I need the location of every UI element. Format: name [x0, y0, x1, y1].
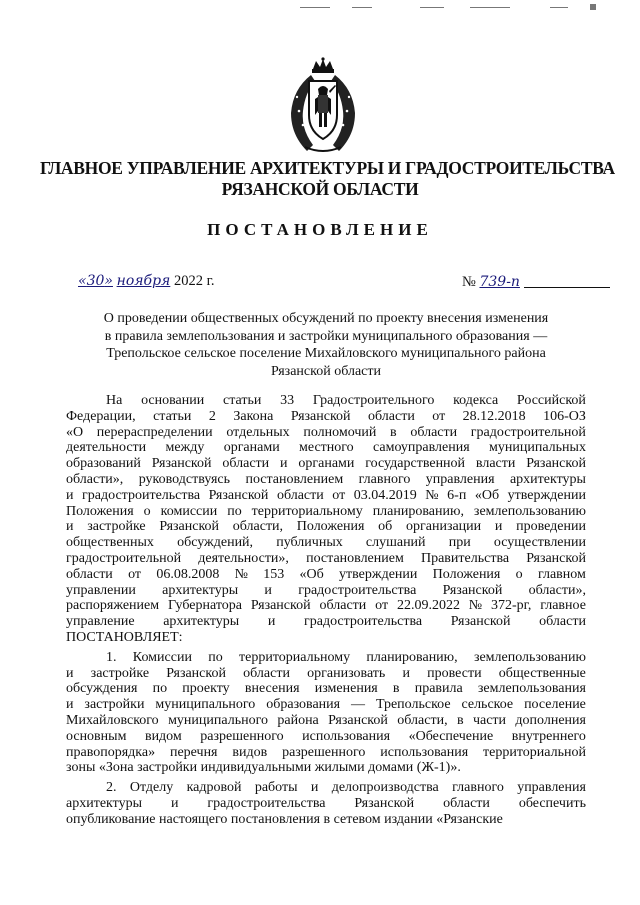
word: Рязанской: [354, 795, 415, 811]
word: статьи: [223, 393, 262, 408]
paragraph-gap: [66, 828, 586, 832]
word: области: [243, 665, 290, 681]
word: части: [472, 712, 507, 728]
word: 03.04.2019: [353, 487, 417, 503]
word: правопорядка»: [66, 744, 156, 760]
word: архитектуры: [66, 795, 142, 811]
word: утверждении: [507, 487, 586, 503]
word: слушаний: [365, 535, 426, 551]
word: от: [128, 566, 142, 582]
word: отдельных: [226, 424, 290, 440]
word: территориальному: [251, 503, 363, 519]
document-number: [462, 273, 610, 291]
scan-artifacts: [300, 0, 620, 12]
word: о: [515, 566, 523, 582]
word: главного: [358, 471, 411, 487]
word: архитектуры: [509, 471, 586, 487]
paragraph-line: [66, 650, 586, 666]
word: 2: [208, 408, 216, 424]
word: обеспечить: [518, 795, 586, 811]
word: видов: [232, 744, 268, 760]
paragraph-line: [66, 393, 586, 409]
word: управлении: [66, 582, 136, 598]
word: проведении: [516, 519, 586, 535]
word: застройке: [90, 665, 150, 681]
word: «Об: [474, 487, 500, 503]
word: о: [143, 503, 151, 519]
word: Отделу: [129, 780, 174, 796]
word: органами: [223, 440, 280, 456]
word: обсуждений,: [177, 535, 254, 551]
paragraph-line: зоны «Зона застройки индивидуальными жилыми домами (Ж-1)».: [66, 760, 461, 776]
word: 1.: [106, 649, 117, 665]
word: области: [410, 424, 458, 440]
word: градостроительства: [304, 614, 423, 630]
word: 153: [263, 566, 285, 582]
word: постановлением: [306, 550, 404, 566]
word: правила: [414, 681, 463, 697]
word: Рязанской: [159, 519, 220, 535]
agency-name-line-1: ГЛАВНОЕ УПРАВЛЕНИЕ АРХИТЕКТУРЫ И ГРАДОСТРОИТЕЛЬСТВА: [40, 158, 615, 178]
number-prefix: №: [462, 274, 476, 290]
paragraph-line: [66, 472, 586, 488]
word: землепользованию: [473, 649, 586, 665]
word: перераспределении: [96, 424, 213, 440]
word: кодекса: [453, 393, 499, 408]
word: деятельности: [66, 440, 147, 456]
word: На: [106, 393, 123, 408]
number-underline: [524, 273, 610, 288]
word: Рязанской: [208, 487, 269, 503]
word: области»,: [66, 471, 124, 487]
word: и: [264, 582, 272, 598]
word: муниципального: [168, 712, 268, 728]
paragraph-line: [66, 666, 586, 682]
word: государственной: [365, 456, 466, 472]
date-year: 2022 г.: [173, 273, 215, 289]
paragraph-line: [66, 780, 586, 796]
word: области: [66, 566, 113, 582]
word: области: [443, 795, 490, 811]
word: распоряжением: [66, 598, 160, 614]
word: градостроительства: [207, 795, 326, 811]
word: обсуждения: [66, 681, 138, 697]
paragraph-line: [66, 409, 586, 425]
word: проекту: [182, 681, 230, 697]
word: градостроительства: [298, 582, 417, 598]
word: поселение: [524, 697, 586, 713]
document-body: [66, 393, 586, 832]
subject-line: Рязанской области: [270, 363, 382, 379]
word: 106-ОЗ: [543, 408, 586, 424]
word: главного: [452, 780, 504, 796]
word: общественные: [498, 665, 586, 681]
word: Рязанской: [442, 582, 503, 598]
word: Федерации,: [66, 408, 136, 424]
word: муниципального: [155, 697, 256, 713]
word: 372-рг,: [491, 598, 532, 614]
word: образований: [66, 456, 141, 472]
word: от: [432, 408, 446, 424]
word: Положения: [296, 519, 365, 535]
word: Губернатора: [167, 598, 243, 614]
word: полномочий: [303, 424, 377, 440]
paragraph-line: [66, 713, 586, 729]
word: —: [351, 697, 366, 713]
word: Рязанской: [166, 665, 226, 681]
word: сельское: [461, 697, 514, 713]
word: управления: [425, 471, 495, 487]
word: района: [277, 712, 319, 728]
word: постановлением: [245, 471, 344, 487]
word: внутреннего: [511, 728, 586, 744]
word: землепользованию: [473, 503, 586, 519]
date-day: 30: [86, 273, 105, 289]
word: Правительства: [420, 550, 510, 566]
word: Рязанской: [328, 712, 388, 728]
word: области»,: [528, 582, 586, 598]
word: №: [234, 566, 248, 582]
subject-line: Трепольское сельское поселение Михайловского муниципального района: [106, 346, 546, 361]
word: главное: [540, 598, 586, 614]
word: градостроительной: [470, 424, 586, 440]
date-close-quote: »: [104, 273, 113, 289]
paragraph-line: [66, 425, 586, 441]
word: архитектуры: [163, 614, 240, 630]
paragraph-line: [66, 440, 586, 456]
word: самоуправления: [373, 440, 470, 456]
word: от: [375, 598, 389, 614]
word: публичных: [276, 535, 343, 551]
paragraph-line: [66, 697, 586, 713]
word: области: [368, 408, 415, 424]
word: в: [456, 712, 464, 728]
word: №: [468, 598, 483, 614]
word: перечня: [169, 744, 218, 760]
word: Рязанской: [151, 456, 212, 472]
word: области: [276, 487, 324, 503]
date-month: ноября: [116, 273, 171, 289]
word: органами: [298, 456, 355, 472]
word: внесения: [244, 681, 300, 697]
word: разрешенного: [282, 744, 366, 760]
word: по: [227, 503, 242, 519]
word: и: [280, 456, 288, 472]
word: между: [165, 440, 205, 456]
word: Трепольское: [375, 697, 451, 713]
word: руководствуясь: [138, 471, 231, 487]
word: Российской: [516, 393, 586, 408]
word: Градостроительного: [312, 393, 435, 408]
word: в: [392, 681, 400, 697]
word: и: [66, 487, 74, 503]
agency-name-line-2: РЯЗАНСКОЙ ОБЛАСТИ: [221, 179, 419, 199]
word: использования: [380, 744, 469, 760]
word: комиссии: [160, 503, 218, 519]
subject-line: в правила землепользования и застройки муниципального образования —: [104, 328, 548, 344]
word: «Об: [299, 566, 324, 582]
word: работы: [254, 780, 298, 796]
word: 06.08.2008: [156, 566, 220, 582]
word: области,: [397, 712, 448, 728]
word: по: [208, 649, 223, 665]
word: управление: [66, 614, 135, 630]
paragraph-line: [66, 796, 586, 812]
word: и: [310, 780, 319, 796]
word: от: [332, 487, 346, 503]
word: планированию,: [372, 503, 464, 519]
word: Михайловского: [66, 712, 159, 728]
word: «Обеспечение: [408, 728, 494, 744]
word: главном: [537, 566, 586, 582]
word: провести: [427, 665, 482, 681]
word: Рязанской: [250, 598, 311, 614]
paragraph-line: [66, 535, 586, 551]
word: Положения: [432, 566, 501, 582]
word: основным: [66, 728, 127, 744]
word: №: [425, 487, 439, 503]
word: и: [402, 665, 410, 681]
word: Закона: [233, 408, 274, 424]
word: землепользования: [477, 681, 586, 697]
document-subject: [82, 310, 570, 380]
paragraph-line: опубликование настоящего постановления в сетевом издании «Рязанские: [66, 811, 503, 827]
word: Комиссии: [132, 649, 192, 665]
word: при: [448, 535, 471, 551]
paragraph-line: [66, 551, 586, 567]
word: «О: [66, 424, 84, 440]
paragraph-line: [66, 729, 586, 745]
word: области: [539, 614, 586, 630]
paragraph-line: [66, 456, 586, 472]
subject-line: О проведении общественных обсуждений по проекту внесения изменения: [103, 311, 549, 326]
word: области,: [232, 519, 284, 535]
paragraph-line: [66, 583, 586, 599]
date-open-quote: «: [78, 273, 87, 289]
word: области: [222, 456, 270, 472]
word: управления: [517, 780, 586, 796]
word: Рязанской: [526, 456, 586, 472]
word: 2.: [106, 780, 117, 796]
document-date: [78, 273, 215, 290]
paragraph-line: [66, 504, 586, 520]
word: делопроизводства: [331, 780, 439, 796]
paragraph-line: [66, 745, 586, 761]
word: власти: [475, 456, 516, 472]
word: Положения: [66, 503, 134, 519]
word: области: [319, 598, 367, 614]
word: разрешенного: [200, 728, 284, 744]
number-value: 739-п: [479, 274, 520, 290]
paragraph-line: [66, 519, 586, 535]
word: использования: [302, 728, 391, 744]
document-type-title: ПОСТАНОВЛЕНИЕ: [207, 220, 433, 239]
word: территориальной: [483, 744, 586, 760]
word: и: [66, 519, 74, 535]
word: и: [494, 519, 503, 535]
word: статьи: [153, 408, 192, 424]
word: деятельности»,: [198, 550, 289, 566]
word: осуществлении: [493, 535, 586, 551]
word: градостроительной: [66, 550, 182, 566]
word: Рязанской: [450, 614, 511, 630]
word: по: [152, 681, 168, 697]
word: об: [378, 519, 393, 535]
word: кадровой: [186, 780, 242, 796]
word: 33: [280, 393, 295, 408]
word: 22.09.2022: [396, 598, 460, 614]
word: застройки: [84, 697, 145, 713]
word: утверждении: [339, 566, 418, 582]
word: архитектуры: [162, 582, 239, 598]
word: организовать: [307, 665, 386, 681]
word: и: [66, 665, 74, 681]
coat-of-arms-emblem: [285, 55, 361, 155]
word: Рязанской: [290, 408, 351, 424]
word: и: [170, 795, 179, 811]
word: территориальному: [239, 649, 351, 665]
word: в: [390, 424, 397, 440]
paragraph-line: [66, 567, 586, 583]
word: Рязанской: [526, 550, 586, 566]
word: видом: [144, 728, 182, 744]
word: застройке: [87, 519, 146, 535]
word: муниципальных: [489, 440, 586, 456]
word: и: [267, 614, 276, 630]
word: градостроительства: [82, 487, 201, 503]
paragraph-line: [66, 614, 586, 630]
paragraph-line: [66, 681, 586, 697]
word: организации: [406, 519, 482, 535]
word: изменения: [314, 681, 378, 697]
word: общественных: [66, 535, 154, 551]
word: и: [66, 697, 74, 713]
word: местного: [299, 440, 354, 456]
word: планированию,: [366, 649, 458, 665]
word: 28.12.2018: [462, 408, 526, 424]
paragraph-line: [66, 488, 586, 504]
word: основании: [141, 393, 205, 408]
word: дополнения: [515, 712, 586, 728]
word: 6-п: [447, 487, 467, 503]
paragraph-line: ПОСТАНОВЛЯЕТ:: [66, 629, 183, 645]
paragraph-line: [66, 598, 586, 614]
word: образования: [266, 697, 341, 713]
agency-header: [40, 158, 615, 200]
